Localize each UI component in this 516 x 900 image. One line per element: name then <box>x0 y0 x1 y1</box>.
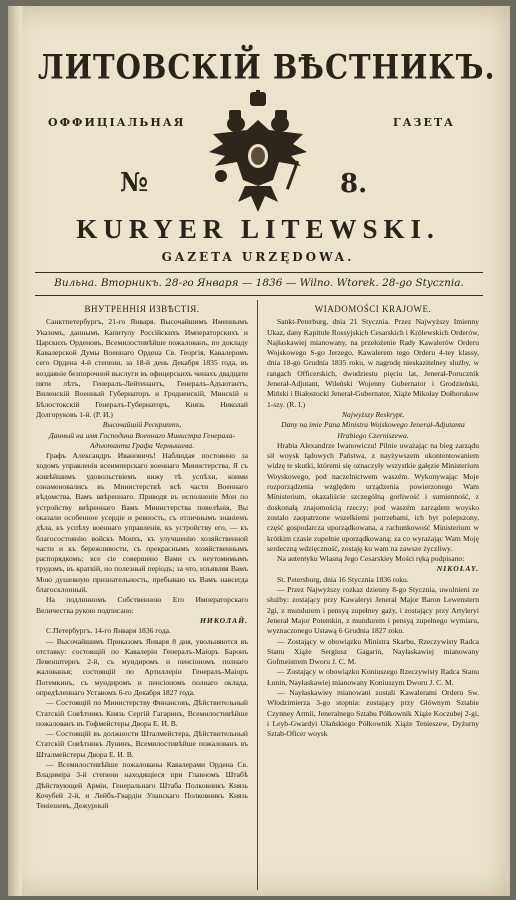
masthead-title-pl: KURYER LITEWSKI. <box>76 214 440 244</box>
article-paragraph: — Высочайшимъ Приказомъ Января 8 дня, увольняются въ отставку: состоящій по Кавалеріи Генералъ-Маіоръ Баронъ Левенштернъ 2-й, съ мундиромъ и пенсіономъ полнаго жалованья; состоящій по Артиллеріи Генералъ-Маіоръ Потемкинъ, съ мундиромъ и пенсіономъ полнаго оклада, опредѣленнаго Уставомъ 6-го Декабря 1827 года. <box>36 636 248 697</box>
article-paragraph: Hrabia Alexandrze Iwanowiczu! Pilnie uważając na bieg zarządu sił woysk lądowych Państwa, z nayżywszem ukontentowaniem widzę te skutki, któremi się oznaczyły wszystkie gałęzie Ministerium Woyskowego, pod naczelnictwem waszém. Wykonywając Moje rozporządzenia względem urządzenia powierzonego Wam Ministerium, okazaliście szczególną gorliwość i sumienność, z doskonałą znajomością rzeczy; pod waszém zarządem woysko zostało zaopatrzone wszelkiemi potrzebami, ich byt polepszony, część gospodarcza uporządkowana, a rachunkowość Ministerium w krótkim czasie zupełnie uporządkowaną; za co wyrażając Wam Moję serdeczną wdzięczność, zostaję ku wam na zawsze życzliwy. <box>267 440 479 553</box>
masthead-subtitle-left: ОФФИЦІАЛЬНАЯ <box>48 116 186 129</box>
date-pl: Wilno. Wtorek. 28-go Stycznia. <box>299 277 464 289</box>
signature: NIKOŁAY. <box>436 564 479 574</box>
double-headed-eagle-emblem <box>203 90 313 218</box>
section-heading-ru: ВНУТРЕННІЯ ИЗВѢСТІЯ. <box>84 304 200 314</box>
bottom-rule <box>35 295 483 296</box>
article-paragraph: St. Petersburg, dnia 16 Stycznia 1836 roku. <box>277 574 409 584</box>
issue-number-label: № <box>120 168 149 198</box>
rescript-subtitle: Dany na imie Pana Ministra Wojskowego Jenerał-Adjutanta Hrabiego Czerniszewa. <box>281 420 465 440</box>
rescript-subtitle: Данный на имя Господина Военнаго Министра Генерала-Адъютанта Графа Чернышева. <box>49 430 235 450</box>
newspaper-page <box>8 6 510 896</box>
dateline <box>35 277 483 289</box>
column-russian <box>36 304 248 812</box>
article-paragraph: Графъ Александръ Ивановичъ! Наблюдая постоянно за ходомъ управленія всеимперскаго военнаго Министерства, Я съ живѣйшимъ удовольствіемъ вижу тѣ успѣхи, коими ознаменовались въ Министерствѣ всѣ части Военнаго вѣдомства, Вамъ ввѣреннаго. Приводя въ исполненіе Мои по устройству ввѣреннаго Вамъ Министерства повелѣнія, Вы оказали особенное усердіе и ревность, съ отличнымъ знаніемъ дѣла, къ успѣху военнаго управленія, къ устройству его, — къ благосостоянію войскъ Моихъ, къ улучшенію хозяйственной части и къ бережливости, съ прекраснымъ хозяйственнымъ распорядкомъ; все сіе совершено Вами съ неутомимымъ трудомъ, въ краткій, но полезный періодъ; за что, изъявляя Вамъ Мою душевную признательность, пребываю къ Вамъ навсегда благосклонный. <box>36 451 248 595</box>
date-ru: Вильна. Вторникъ. 28-го Января <box>54 277 239 289</box>
article-paragraph: — Zostający w obowiązku Ministra Skarbu, Rzeczywisty Radca Stanu Xiąże Sergiusz Gagarin, Nayłaskawiej mianowany Gofmeistrem Dworu J. C. M. <box>267 636 479 667</box>
article-paragraph: С.Петербургъ. 14-го Января 1836 года. <box>46 626 171 636</box>
signature: НИКОЛАЙ. <box>200 615 248 625</box>
article-paragraph: — Przez Najwyższy rozkaz dzienny 8-go Stycznia, uwolnieni ze służby: zostający przy Kawaleryi Jenerał Major Baron Lewenstern 2gi, z mundurem i pensyą zupełney gaży, i zostający przy Artyleryi Jenerał Major Potemkin, z mundurem i pensyą zupełnego wymiaru, wyznaczonego Ustawą 6 Grudnia 1827 roku. <box>267 585 479 636</box>
article-paragraph: На подлинномъ Собственною Его Императорскаго Величества рукою подписано: <box>36 595 248 615</box>
article-paragraph: — Состоящій по Министерству Финансовъ, Дѣйствительный Статскій Совѣтникъ Князь Сергій Гагаринъ, Всемилостивѣйше пожалованъ въ Гофмейстеры Двора Е. И. В. <box>36 698 248 728</box>
date-year: — 1836 — <box>241 277 297 289</box>
article-paragraph: — Zostający w obowiązku Koniuszego Rzeczywisty Radca Stanu Łunin, Nayłaskawiej mianowany Koniuszym Dworu J. C. M. <box>267 667 479 687</box>
article-paragraph: Санктпетербургъ, 21-го Января. Высочайшимъ Именнымъ Указомъ, даннымъ Капитулу Россійскихъ Императорскихъ и Царскихъ Орденовъ, Всемилостивѣйше пожалованъ, по докладу Кавалерской Думы Военнаго Ордена Св. Георгія, Кавалеромъ сего Ордена 4-й степени, за 18-й день Декабря 1835 года, въ воздаяніе безпорочной выслуги въ офицерскихъ чинахъ двадцати пяти лѣтъ, Генералъ-Лейтенантъ, Генералъ-Адъютантъ, Виленскій Военный Губернаторъ и Гродненскій, Минскій и Бѣлостокскій Генералъ-Губернаторъ, Князь Николай Долгоруковъ 1-й. (Р. И.) <box>36 317 248 419</box>
section-heading-pl: WIADOMOŚCI KRAJOWE. <box>314 304 432 314</box>
issue-number: 8. <box>340 169 368 199</box>
column-polish <box>267 304 479 739</box>
page-edge <box>8 6 22 896</box>
article-paragraph: — Всемилостивѣйше пожалованы Кавалерами Ордена Св. Владиміра 3-й степени находящіеся при Главномъ Штабѣ Дѣйствующей Арміи, Генеральнаго Штаба Полковникъ Князь Кочубей 2-й, и Лейбъ-Гвардіи Уланскаго Полковникъ Князь Теніешевъ, Дежурный <box>36 760 248 811</box>
article-paragraph: — Состоящій въ должности Шталмейстера, Дѣйствительный Статскій Совѣтникъ Лунинъ, Всемилостивѣйше пожалованъ въ Шталмейстеры Двора Е. И. В. <box>36 729 248 759</box>
top-rule <box>35 272 483 273</box>
masthead-subtitle-right: ГАЗЕТА <box>393 116 456 129</box>
article-paragraph: Sankt-Peterburg, dnia 21 Stycznia. Przez Najwyższy Imienny Ukaz, dany Kapitule Rossyjskich Cesarskich i Królewskich Orderów, Najłaskawiej mianowany, na przełożenie Rady Kawalerów Orderu Wojskowego S-go Jerzego, Kawalerem tego Orderu 4-tey klassy, dnia 18-go Grudnia 1835 roku, w nagrodę nieskazitelney służby, w rangach Officerskich, dwudziestu pięciu lat, Jenerał-Porucznik Jenerał-Adjutant, Wileński Wojenny Gubernator i Grodzieński, Miński i Białostocki Jenerał-Gubernator, Xiąże Mikołay Dołhorukow 1-szy. (R. I.) <box>267 317 479 409</box>
article-paragraph: Na autentyku Własną Jego Cesarskiey Mości ręką podpisano: <box>277 554 465 564</box>
masthead-title-ru: ЛИТОВСКІЙ ВѢСТНИКЪ. <box>38 47 496 87</box>
rescript-title: Высочайшій Рескриптъ, <box>102 420 182 430</box>
masthead-subtitle-pl: GAZETA URZĘDOWA. <box>161 250 355 264</box>
rescript-title: Najwyższy Reskrypt, <box>341 409 404 419</box>
article-paragraph: — Nayłaskawiey mianowani zostali Kawalerami Orderu Sw. Włodzimierza 3-go stopnia: zostający przy Głównym Sztabie Czynney Armii, Jeneralnego Sztabu Półkownik Xiąże Koczubej 2-gi, i Leyb-Gwardyi Ułańskiego Półkownik Xiąże Tenieszew, Dyżurny Sztab-Oficer woysk <box>267 687 479 739</box>
column-divider <box>257 300 258 890</box>
